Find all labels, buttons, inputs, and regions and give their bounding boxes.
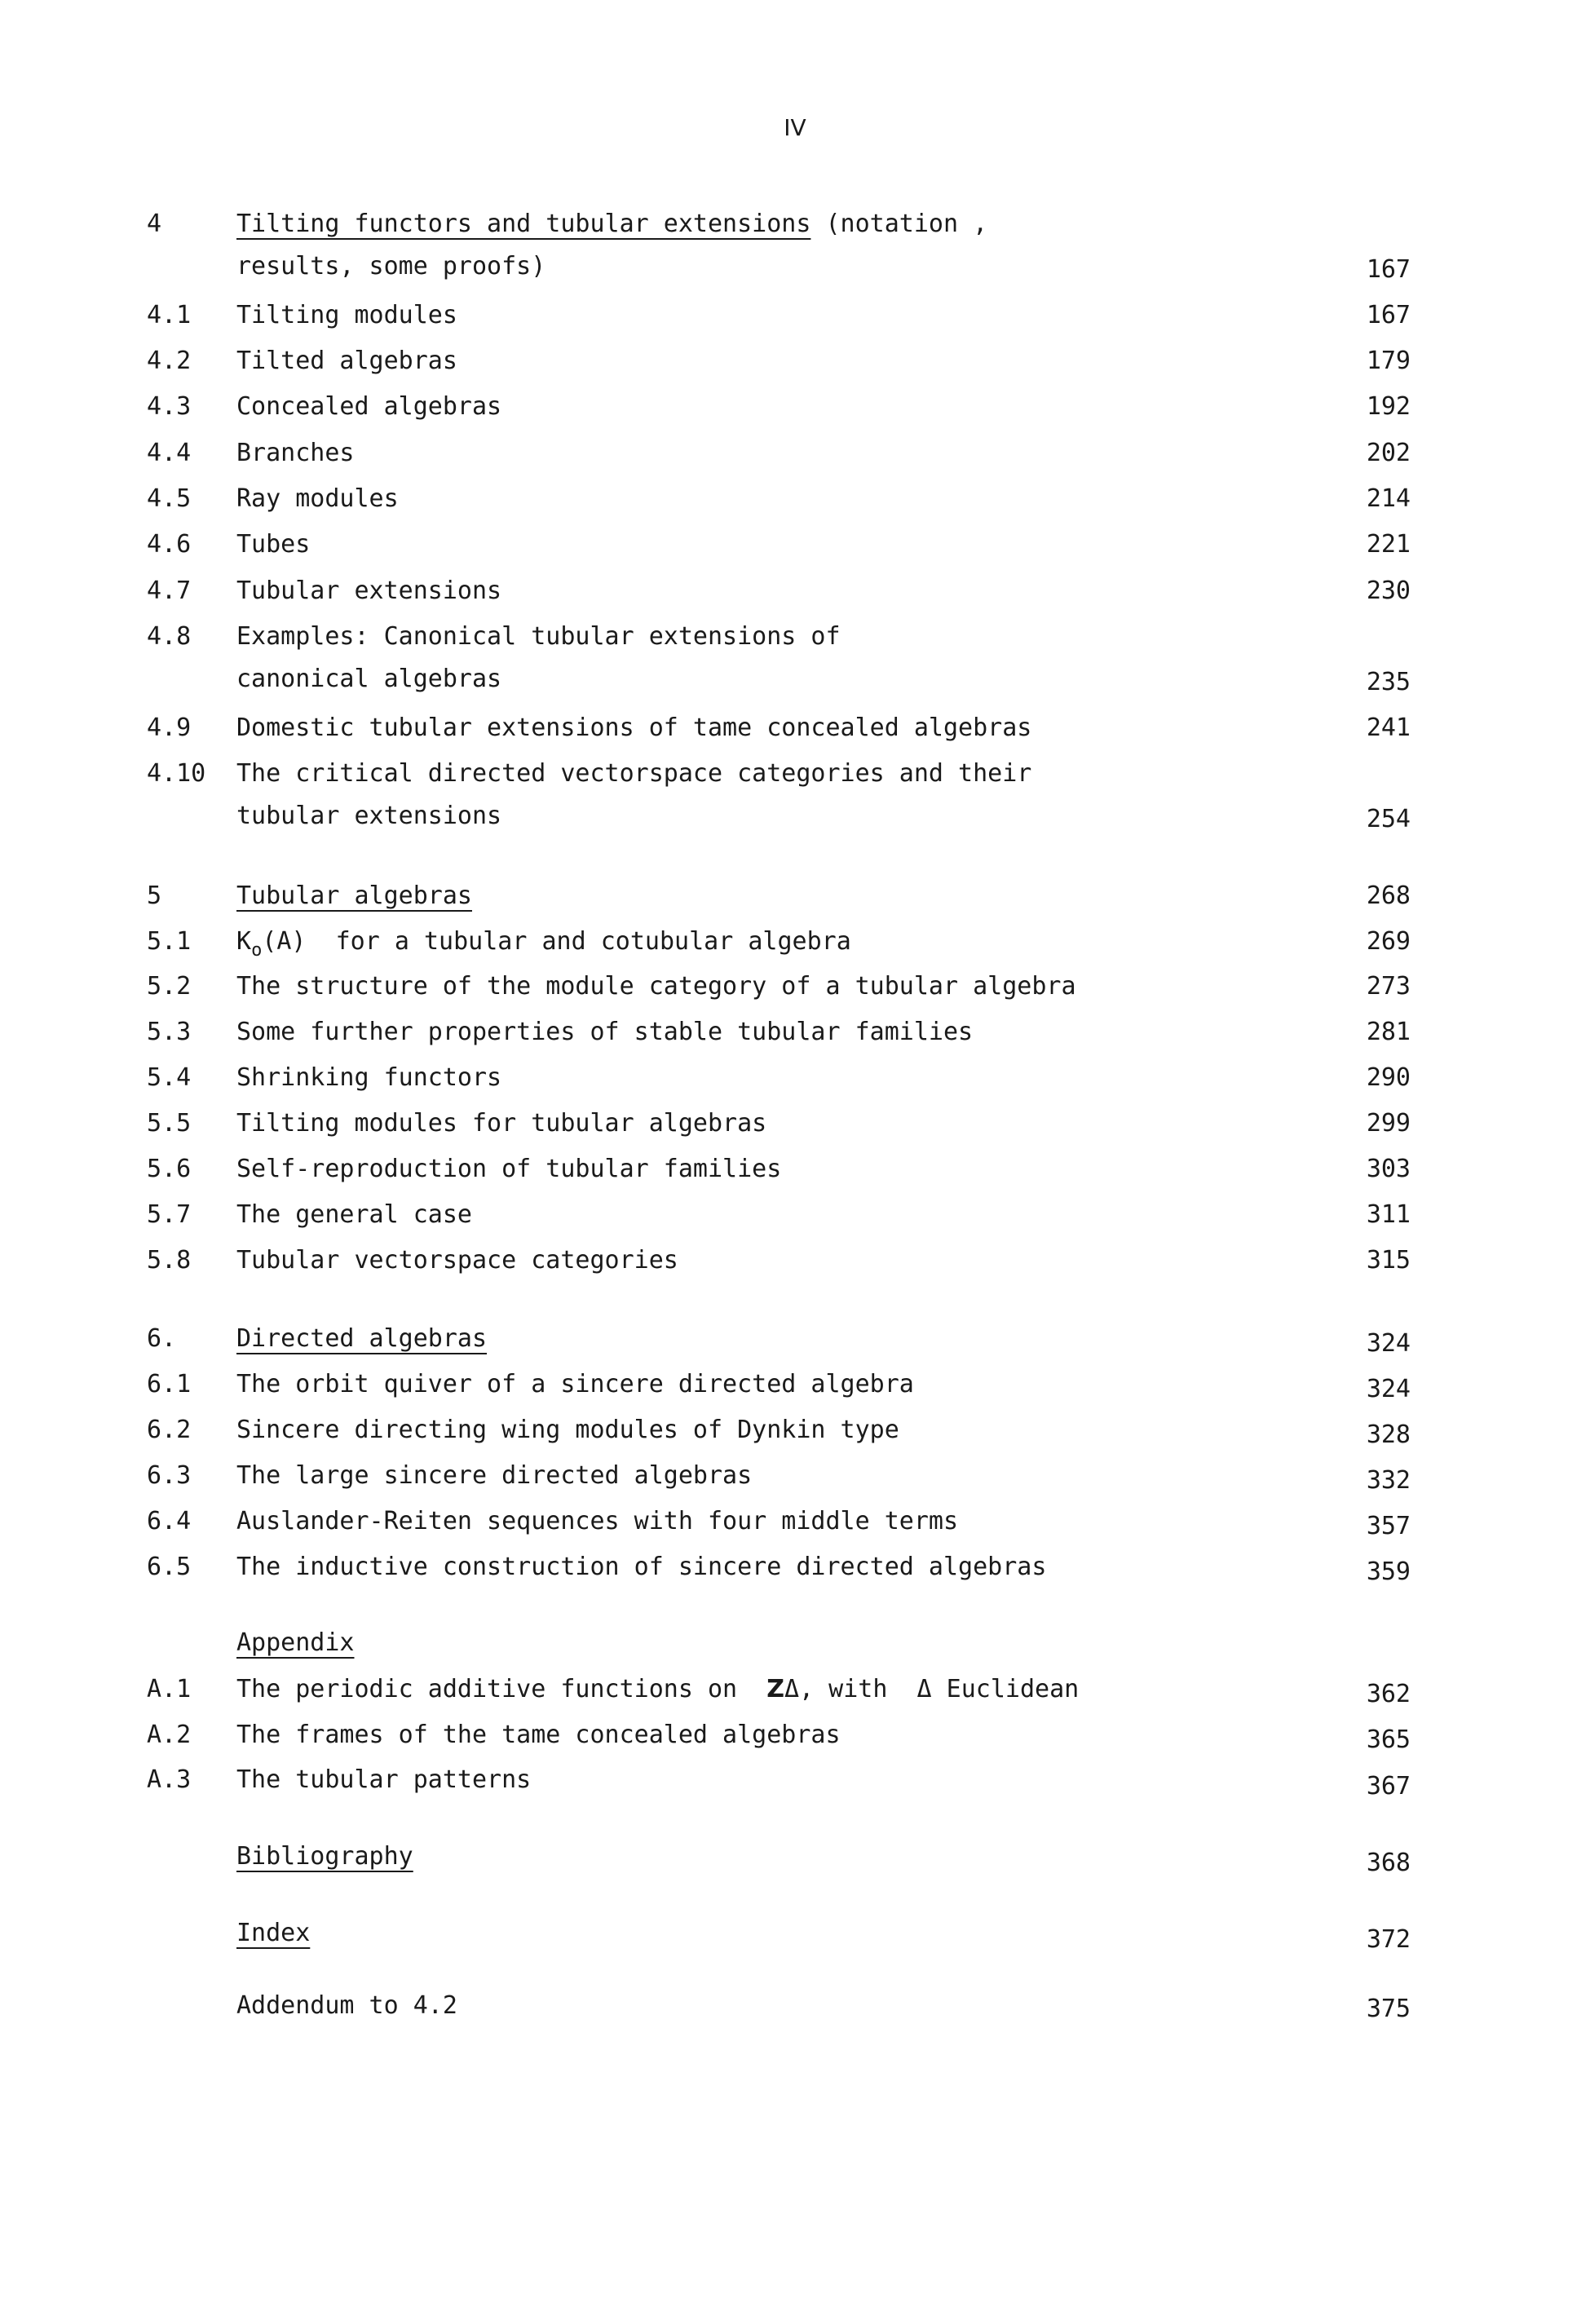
bibliography-title: Bibliography xyxy=(236,1842,413,1871)
page-ref: 167 xyxy=(1366,301,1411,329)
section-title: The general case xyxy=(236,1200,472,1229)
section-number: 6.4 xyxy=(147,1507,192,1535)
page-ref: 254 xyxy=(1366,805,1411,833)
page-ref: 273 xyxy=(1366,972,1411,1001)
page-ref: 375 xyxy=(1366,1995,1411,2023)
page-ref: 359 xyxy=(1366,1557,1411,1586)
section-title: Tilted algebras xyxy=(236,347,457,375)
section-number: 5.6 xyxy=(147,1155,192,1183)
section-number: 4.7 xyxy=(147,577,192,605)
section-title xyxy=(236,1677,1079,1702)
section-number: 4.1 xyxy=(147,301,192,329)
page-ref: 372 xyxy=(1366,1925,1411,1954)
section-title: The orbit quiver of a sincere directed algebra xyxy=(236,1370,914,1398)
section-number: 4.10 xyxy=(147,759,206,788)
section-number: 5.4 xyxy=(147,1063,192,1092)
chapter-title xyxy=(236,212,987,279)
section-number: 6.2 xyxy=(147,1416,192,1444)
section-title-cont: canonical algebras xyxy=(236,665,502,693)
section-title: Ray modules xyxy=(236,484,399,513)
k-symbol: K xyxy=(236,927,252,956)
section-title: The structure of the module category of a tubular algebra xyxy=(236,972,1076,1001)
page-ref: 167 xyxy=(1366,255,1411,284)
page-ref: 290 xyxy=(1366,1063,1411,1092)
page-ref: 192 xyxy=(1366,392,1411,421)
section-title: Tilting modules xyxy=(236,301,457,329)
section-title-line1: Examples: Canonical tubular extensions of xyxy=(236,622,841,651)
k-subscript: o xyxy=(251,940,263,961)
page-ref: 357 xyxy=(1366,1512,1411,1540)
section-title: Tubular extensions xyxy=(236,577,502,605)
chapter-number: 5 xyxy=(147,881,162,910)
chapter-title: Tubular algebras xyxy=(236,881,472,910)
page-ref: 303 xyxy=(1366,1155,1411,1183)
section-title: Domestic tubular extensions of tame concealed algebras xyxy=(236,714,1032,742)
page-ref: 179 xyxy=(1366,347,1411,375)
section-number: 5.1 xyxy=(147,927,192,956)
page-ref: 268 xyxy=(1366,881,1411,910)
section-title: Shrinking functors xyxy=(236,1063,502,1092)
section-title-post: , with Δ Euclidean xyxy=(799,1675,1080,1703)
section-number: 5.2 xyxy=(147,972,192,1001)
section-title: Tubular vectorspace categories xyxy=(236,1246,678,1275)
page-ref: 332 xyxy=(1366,1466,1411,1495)
section-title: Sincere directing wing modules of Dynkin type xyxy=(236,1416,899,1444)
section-title-cont: tubular extensions xyxy=(236,802,502,830)
chapter-title-main: Tilting functors and tubular extensions xyxy=(236,210,811,238)
z-symbol: Z xyxy=(766,1675,784,1703)
page-ref: 202 xyxy=(1366,439,1411,467)
section-title: Concealed algebras xyxy=(236,392,502,421)
page-ref: 362 xyxy=(1366,1680,1411,1708)
chapter-title: Directed algebras xyxy=(236,1324,488,1353)
page-ref: 299 xyxy=(1366,1109,1411,1138)
section-number: 6.5 xyxy=(147,1553,192,1581)
section-title: Auslander-Reiten sequences with four middle terms xyxy=(236,1507,959,1535)
section-number: A.3 xyxy=(147,1765,192,1794)
page-ref: 221 xyxy=(1366,530,1411,559)
section-number: 6.3 xyxy=(147,1461,192,1490)
page-ref: 281 xyxy=(1366,1018,1411,1046)
section-title: The large sincere directed algebras xyxy=(236,1461,753,1490)
section-number: 4.2 xyxy=(147,347,192,375)
page-number: IV xyxy=(784,114,806,141)
section-title: The tubular patterns xyxy=(236,1765,532,1794)
chapter-title-cont: results, some proofs) xyxy=(236,252,546,281)
page-ref: 241 xyxy=(1366,714,1411,742)
addendum-title: Addendum to 4.2 xyxy=(236,1991,457,2020)
page-ref: 324 xyxy=(1366,1375,1411,1403)
page-ref: 367 xyxy=(1366,1772,1411,1800)
section-title xyxy=(236,622,841,693)
page-ref: 311 xyxy=(1366,1200,1411,1229)
section-number: 5.3 xyxy=(147,1018,192,1046)
delta-symbol: Δ xyxy=(784,1675,800,1703)
section-title: Branches xyxy=(236,439,355,467)
k-argument: (A) xyxy=(262,927,307,956)
section-title: Tubes xyxy=(236,530,311,559)
section-title: The frames of the tame concealed algebras xyxy=(236,1721,841,1749)
page-ref: 235 xyxy=(1366,668,1411,696)
section-number: 4.5 xyxy=(147,484,192,513)
section-number: A.2 xyxy=(147,1721,192,1749)
section-title-line1: The critical directed vectorspace categories and their xyxy=(236,759,1032,788)
section-number: 6.1 xyxy=(147,1370,192,1398)
chapter-number: 4 xyxy=(147,210,162,238)
section-number: 5.8 xyxy=(147,1246,192,1275)
section-number: A.1 xyxy=(147,1675,192,1703)
section-title: Tilting modules for tubular algebras xyxy=(236,1109,767,1138)
section-title: The inductive construction of sincere directed algebras xyxy=(236,1553,1047,1581)
page-ref: 324 xyxy=(1366,1329,1411,1358)
page-ref: 214 xyxy=(1366,484,1411,513)
section-title-rest: for a tubular and cotubular algebra xyxy=(306,927,851,956)
chapter-number: 6. xyxy=(147,1324,177,1353)
page-ref: 328 xyxy=(1366,1420,1411,1449)
appendix-title: Appendix xyxy=(236,1628,355,1657)
section-title: Self-reproduction of tubular families xyxy=(236,1155,782,1183)
page-ref: 269 xyxy=(1366,927,1411,956)
index-title: Index xyxy=(236,1919,311,1947)
section-number: 5.5 xyxy=(147,1109,192,1138)
page-ref: 368 xyxy=(1366,1849,1411,1877)
section-title: Some further properties of stable tubular families xyxy=(236,1018,974,1046)
page-ref: 315 xyxy=(1366,1246,1411,1275)
page-ref: 365 xyxy=(1366,1725,1411,1754)
section-number: 4.9 xyxy=(147,714,192,742)
section-number: 4.4 xyxy=(147,439,192,467)
section-number: 4.3 xyxy=(147,392,192,421)
chapter-title-rest: (notation , xyxy=(810,210,988,238)
section-number: 4.8 xyxy=(147,622,192,651)
section-title-pre: The periodic additive functions on xyxy=(236,1675,767,1703)
section-number: 5.7 xyxy=(147,1200,192,1229)
section-title xyxy=(236,927,851,961)
section-number: 4.6 xyxy=(147,530,192,559)
page-ref: 230 xyxy=(1366,577,1411,605)
section-title xyxy=(236,759,1032,830)
